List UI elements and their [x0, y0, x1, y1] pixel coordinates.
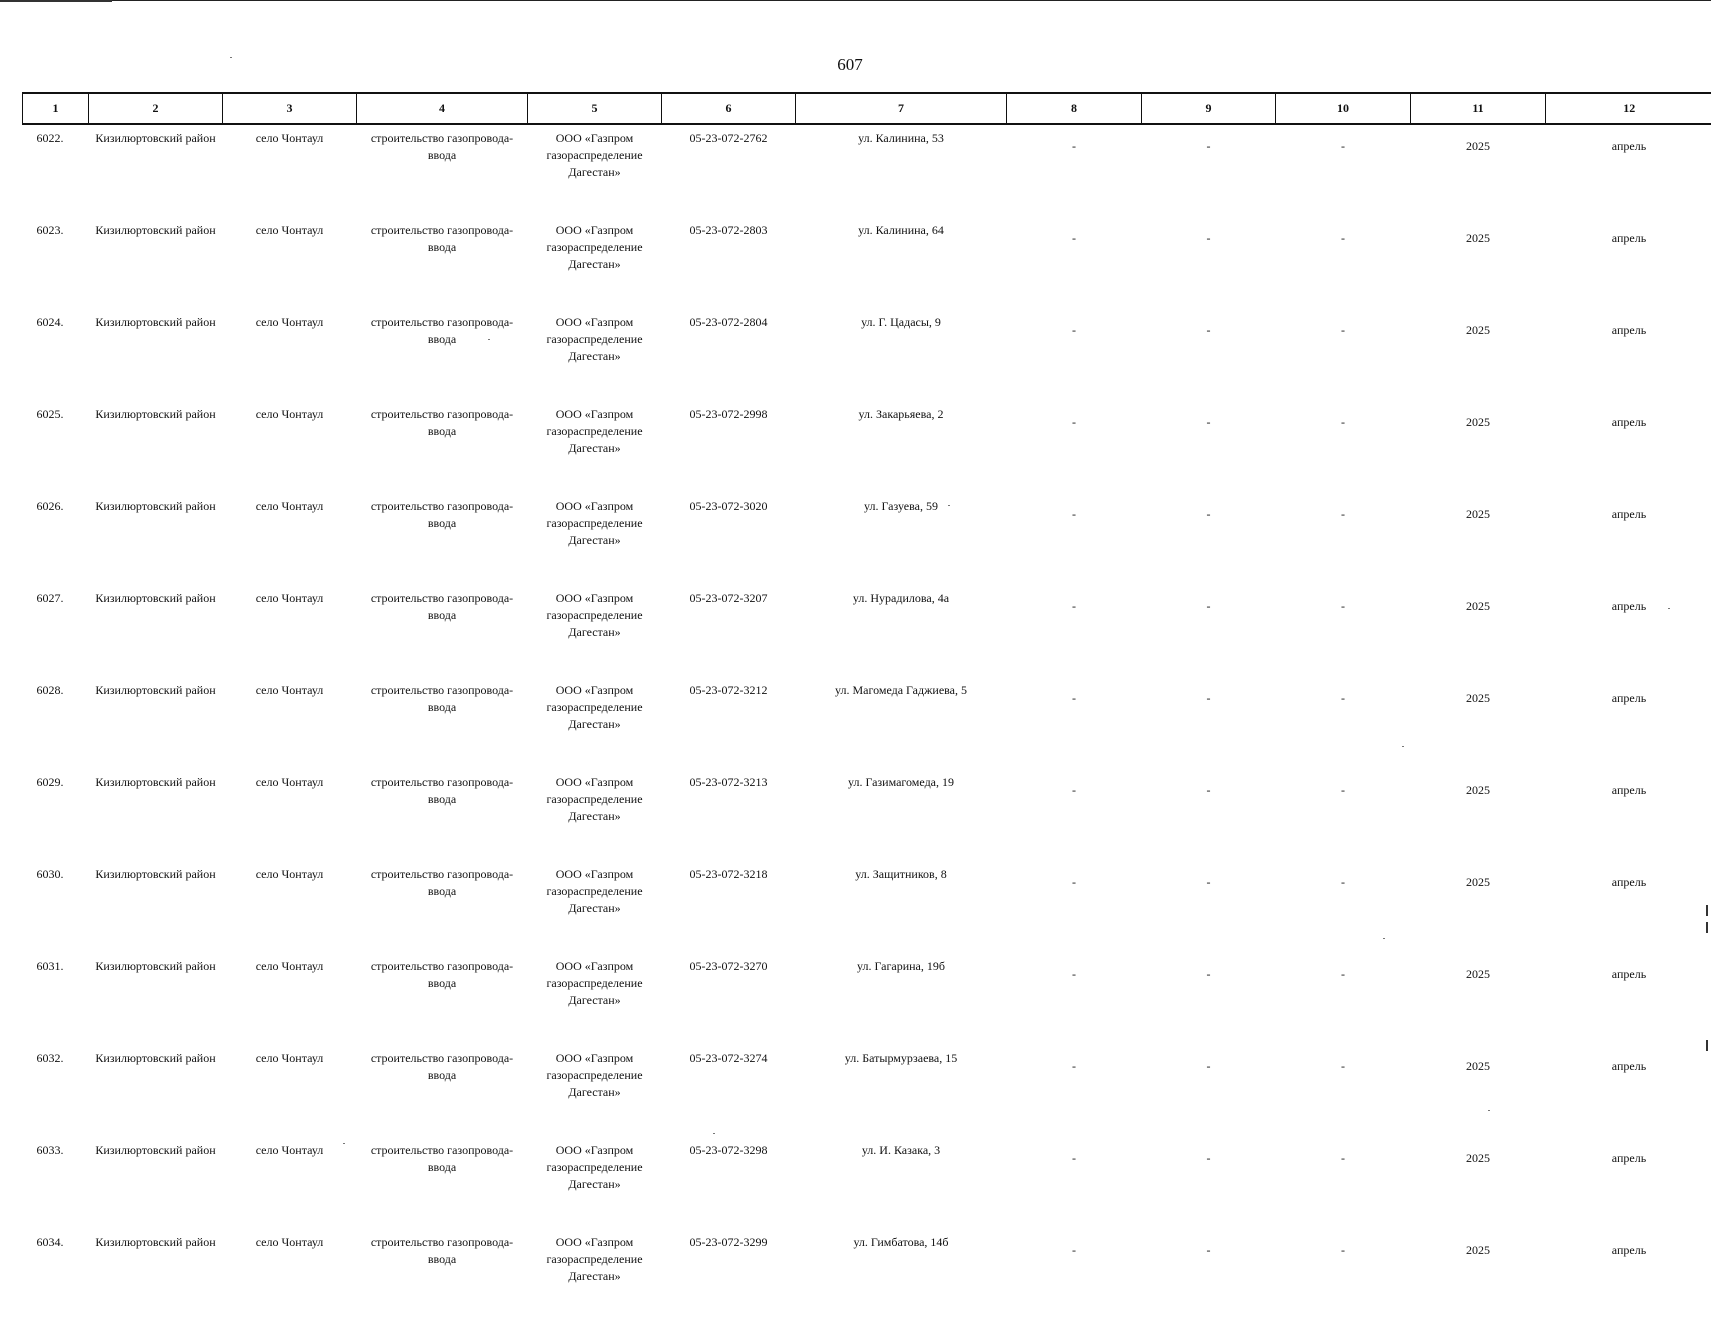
year-cell: 2025	[1411, 1045, 1546, 1137]
organization-cell: ООО «Газпром газораспределение Дагестан»	[528, 1045, 662, 1137]
district-cell: Кизилюртовский район	[89, 769, 223, 861]
work-type-cell: строительство газопровода-ввода	[357, 1137, 528, 1229]
column-9-cell: -	[1142, 953, 1276, 1045]
work-type-cell: строительство газопровода-ввода	[357, 677, 528, 769]
district-cell: Кизилюртовский район	[89, 953, 223, 1045]
address-cell: ул. Гимбатова, 14б	[796, 1229, 1007, 1321]
table-row	[23, 769, 1711, 861]
object-code-cell: 05-23-072-3213	[662, 769, 796, 861]
column-9-cell: -	[1142, 585, 1276, 677]
settlement-cell: село Чонтаул	[223, 769, 357, 861]
column-9-cell: -	[1142, 217, 1276, 309]
settlement-cell: село Чонтаул	[223, 585, 357, 677]
district-cell: Кизилюртовский район	[89, 861, 223, 953]
scan-speck	[343, 1143, 345, 1144]
object-code-cell: 05-23-072-2998	[662, 401, 796, 493]
year-cell: 2025	[1411, 585, 1546, 677]
month-cell: апрель	[1546, 401, 1711, 493]
object-code-cell: 05-23-072-2803	[662, 217, 796, 309]
column-10-cell: -	[1276, 1137, 1411, 1229]
column-header-4: 4	[357, 93, 528, 124]
table-row	[23, 1229, 1711, 1321]
address-cell: ул. Газимагомеда, 19	[796, 769, 1007, 861]
table-row	[23, 401, 1711, 493]
column-9-cell: -	[1142, 677, 1276, 769]
district-cell: Кизилюртовский район	[89, 1045, 223, 1137]
year-cell: 2025	[1411, 309, 1546, 401]
column-header-12: 12	[1546, 93, 1711, 124]
column-9-cell: -	[1142, 861, 1276, 953]
top-border-line	[0, 0, 1711, 1]
table-row	[23, 585, 1711, 677]
row-number: 6028.	[23, 677, 89, 769]
year-cell: 2025	[1411, 124, 1546, 217]
month-cell: апрель	[1546, 677, 1711, 769]
year-cell: 2025	[1411, 217, 1546, 309]
month-cell: апрель	[1546, 769, 1711, 861]
work-type-cell: строительство газопровода-ввода	[357, 1229, 528, 1321]
column-9-cell: -	[1142, 1229, 1276, 1321]
settlement-cell: село Чонтаул	[223, 217, 357, 309]
month-cell: апрель	[1546, 1137, 1711, 1229]
column-header-11: 11	[1411, 93, 1546, 124]
month-cell: апрель	[1546, 493, 1711, 585]
work-type-cell: строительство газопровода-ввода	[357, 585, 528, 677]
scan-speck	[488, 339, 490, 340]
table-row	[23, 861, 1711, 953]
column-8-cell: -	[1007, 677, 1142, 769]
column-8-cell: -	[1007, 493, 1142, 585]
settlement-cell: село Чонтаул	[223, 677, 357, 769]
address-cell: ул. Магомеда Гаджиева, 5	[796, 677, 1007, 769]
column-header-10: 10	[1276, 93, 1411, 124]
work-type-cell: строительство газопровода-ввода	[357, 124, 528, 217]
table-row	[23, 677, 1711, 769]
address-cell: ул. И. Казака, 3	[796, 1137, 1007, 1229]
object-code-cell: 05-23-072-3298	[662, 1137, 796, 1229]
row-number: 6029.	[23, 769, 89, 861]
district-cell: Кизилюртовский район	[89, 309, 223, 401]
object-code-cell: 05-23-072-3207	[662, 585, 796, 677]
address-cell: ул. Нурадилова, 4а	[796, 585, 1007, 677]
month-cell: апрель	[1546, 124, 1711, 217]
table-row	[23, 217, 1711, 309]
work-type-cell: строительство газопровода-ввода	[357, 861, 528, 953]
page-number: 607	[0, 55, 1700, 75]
scan-speck	[1488, 1110, 1490, 1111]
column-10-cell: -	[1276, 769, 1411, 861]
column-header-9: 9	[1142, 93, 1276, 124]
address-cell: ул. Калинина, 53	[796, 124, 1007, 217]
row-number: 6031.	[23, 953, 89, 1045]
column-9-cell: -	[1142, 769, 1276, 861]
column-8-cell: -	[1007, 585, 1142, 677]
table-row	[23, 1137, 1711, 1229]
settlement-cell: село Чонтаул	[223, 953, 357, 1045]
column-9-cell: -	[1142, 401, 1276, 493]
table-body	[23, 124, 1711, 1321]
row-number: 6030.	[23, 861, 89, 953]
month-cell: апрель	[1546, 585, 1711, 677]
column-10-cell: -	[1276, 493, 1411, 585]
column-10-cell: -	[1276, 217, 1411, 309]
district-cell: Кизилюртовский район	[89, 1229, 223, 1321]
object-code-cell: 05-23-072-2804	[662, 309, 796, 401]
table-row	[23, 953, 1711, 1045]
column-8-cell: -	[1007, 1137, 1142, 1229]
organization-cell: ООО «Газпром газораспределение Дагестан»	[528, 401, 662, 493]
column-8-cell: -	[1007, 309, 1142, 401]
organization-cell: ООО «Газпром газораспределение Дагестан»	[528, 217, 662, 309]
column-8-cell: -	[1007, 217, 1142, 309]
margin-mark	[1706, 1040, 1708, 1051]
month-cell: апрель	[1546, 309, 1711, 401]
column-header-1: 1	[23, 93, 89, 124]
organization-cell: ООО «Газпром газораспределение Дагестан»	[528, 1137, 662, 1229]
work-type-cell: строительство газопровода-ввода	[357, 769, 528, 861]
district-cell: Кизилюртовский район	[89, 401, 223, 493]
column-9-cell: -	[1142, 1137, 1276, 1229]
table-row	[23, 309, 1711, 401]
organization-cell: ООО «Газпром газораспределение Дагестан»	[528, 1229, 662, 1321]
address-cell: ул. Гагарина, 19б	[796, 953, 1007, 1045]
column-10-cell: -	[1276, 677, 1411, 769]
district-cell: Кизилюртовский район	[89, 1137, 223, 1229]
district-cell: Кизилюртовский район	[89, 677, 223, 769]
row-number: 6023.	[23, 217, 89, 309]
column-10-cell: -	[1276, 953, 1411, 1045]
address-cell: ул. Закарьяева, 2	[796, 401, 1007, 493]
row-number: 6025.	[23, 401, 89, 493]
row-number: 6027.	[23, 585, 89, 677]
month-cell: апрель	[1546, 217, 1711, 309]
work-type-cell: строительство газопровода-ввода	[357, 953, 528, 1045]
scan-speck	[1668, 608, 1670, 609]
register-table	[22, 92, 1711, 1321]
object-code-cell: 05-23-072-3270	[662, 953, 796, 1045]
scan-speck	[1402, 746, 1404, 747]
column-10-cell: -	[1276, 1229, 1411, 1321]
object-code-cell: 05-23-072-2762	[662, 124, 796, 217]
column-header-2: 2	[89, 93, 223, 124]
district-cell: Кизилюртовский район	[89, 217, 223, 309]
address-cell: ул. Газуева, 59	[796, 493, 1007, 585]
row-number: 6034.	[23, 1229, 89, 1321]
district-cell: Кизилюртовский район	[89, 585, 223, 677]
settlement-cell: село Чонтаул	[223, 309, 357, 401]
column-8-cell: -	[1007, 401, 1142, 493]
column-8-cell: -	[1007, 769, 1142, 861]
organization-cell: ООО «Газпром газораспределение Дагестан»	[528, 861, 662, 953]
settlement-cell: село Чонтаул	[223, 1229, 357, 1321]
organization-cell: ООО «Газпром газораспределение Дагестан»	[528, 677, 662, 769]
year-cell: 2025	[1411, 1137, 1546, 1229]
column-header-6: 6	[662, 93, 796, 124]
address-cell: ул. Калинина, 64	[796, 217, 1007, 309]
organization-cell: ООО «Газпром газораспределение Дагестан»	[528, 124, 662, 217]
organization-cell: ООО «Газпром газораспределение Дагестан»	[528, 769, 662, 861]
organization-cell: ООО «Газпром газораспределение Дагестан»	[528, 309, 662, 401]
settlement-cell: село Чонтаул	[223, 401, 357, 493]
row-number: 6022.	[23, 124, 89, 217]
work-type-cell: строительство газопровода-ввода	[357, 493, 528, 585]
year-cell: 2025	[1411, 401, 1546, 493]
margin-mark	[1706, 922, 1708, 933]
scan-speck	[713, 1133, 715, 1134]
district-cell: Кизилюртовский район	[89, 493, 223, 585]
column-9-cell: -	[1142, 309, 1276, 401]
settlement-cell: село Чонтаул	[223, 861, 357, 953]
work-type-cell: строительство газопровода-ввода	[357, 1045, 528, 1137]
organization-cell: ООО «Газпром газораспределение Дагестан»	[528, 585, 662, 677]
column-10-cell: -	[1276, 861, 1411, 953]
table-row	[23, 1045, 1711, 1137]
column-9-cell: -	[1142, 124, 1276, 217]
work-type-cell: строительство газопровода-ввода	[357, 309, 528, 401]
organization-cell: ООО «Газпром газораспределение Дагестан»	[528, 953, 662, 1045]
column-10-cell: -	[1276, 309, 1411, 401]
year-cell: 2025	[1411, 953, 1546, 1045]
month-cell: апрель	[1546, 861, 1711, 953]
object-code-cell: 05-23-072-3299	[662, 1229, 796, 1321]
column-number-row	[23, 93, 1711, 124]
year-cell: 2025	[1411, 1229, 1546, 1321]
column-10-cell: -	[1276, 401, 1411, 493]
column-8-cell: -	[1007, 1229, 1142, 1321]
column-10-cell: -	[1276, 585, 1411, 677]
column-header-8: 8	[1007, 93, 1142, 124]
row-number: 6024.	[23, 309, 89, 401]
row-number: 6032.	[23, 1045, 89, 1137]
row-number: 6026.	[23, 493, 89, 585]
scan-speck	[1383, 938, 1385, 939]
year-cell: 2025	[1411, 493, 1546, 585]
column-8-cell: -	[1007, 861, 1142, 953]
column-8-cell: -	[1007, 953, 1142, 1045]
settlement-cell: село Чонтаул	[223, 1137, 357, 1229]
column-8-cell: -	[1007, 1045, 1142, 1137]
table-row	[23, 124, 1711, 217]
column-10-cell: -	[1276, 1045, 1411, 1137]
column-8-cell: -	[1007, 124, 1142, 217]
month-cell: апрель	[1546, 953, 1711, 1045]
row-number: 6033.	[23, 1137, 89, 1229]
object-code-cell: 05-23-072-3274	[662, 1045, 796, 1137]
scan-speck	[948, 505, 950, 506]
year-cell: 2025	[1411, 861, 1546, 953]
scan-speck	[230, 57, 232, 58]
object-code-cell: 05-23-072-3020	[662, 493, 796, 585]
work-type-cell: строительство газопровода-ввода	[357, 217, 528, 309]
object-code-cell: 05-23-072-3212	[662, 677, 796, 769]
month-cell: апрель	[1546, 1045, 1711, 1137]
column-header-7: 7	[796, 93, 1007, 124]
month-cell: апрель	[1546, 1229, 1711, 1321]
margin-mark	[1706, 905, 1708, 916]
year-cell: 2025	[1411, 769, 1546, 861]
column-10-cell: -	[1276, 124, 1411, 217]
organization-cell: ООО «Газпром газораспределение Дагестан»	[528, 493, 662, 585]
address-cell: ул. Батырмурзаева, 15	[796, 1045, 1007, 1137]
settlement-cell: село Чонтаул	[223, 124, 357, 217]
column-9-cell: -	[1142, 493, 1276, 585]
year-cell: 2025	[1411, 677, 1546, 769]
table-row	[23, 493, 1711, 585]
top-corner-mark	[0, 0, 112, 2]
work-type-cell: строительство газопровода-ввода	[357, 401, 528, 493]
address-cell: ул. Защитников, 8	[796, 861, 1007, 953]
settlement-cell: село Чонтаул	[223, 1045, 357, 1137]
column-9-cell: -	[1142, 1045, 1276, 1137]
column-header-5: 5	[528, 93, 662, 124]
district-cell: Кизилюртовский район	[89, 124, 223, 217]
column-header-3: 3	[223, 93, 357, 124]
settlement-cell: село Чонтаул	[223, 493, 357, 585]
address-cell: ул. Г. Цадасы, 9	[796, 309, 1007, 401]
object-code-cell: 05-23-072-3218	[662, 861, 796, 953]
